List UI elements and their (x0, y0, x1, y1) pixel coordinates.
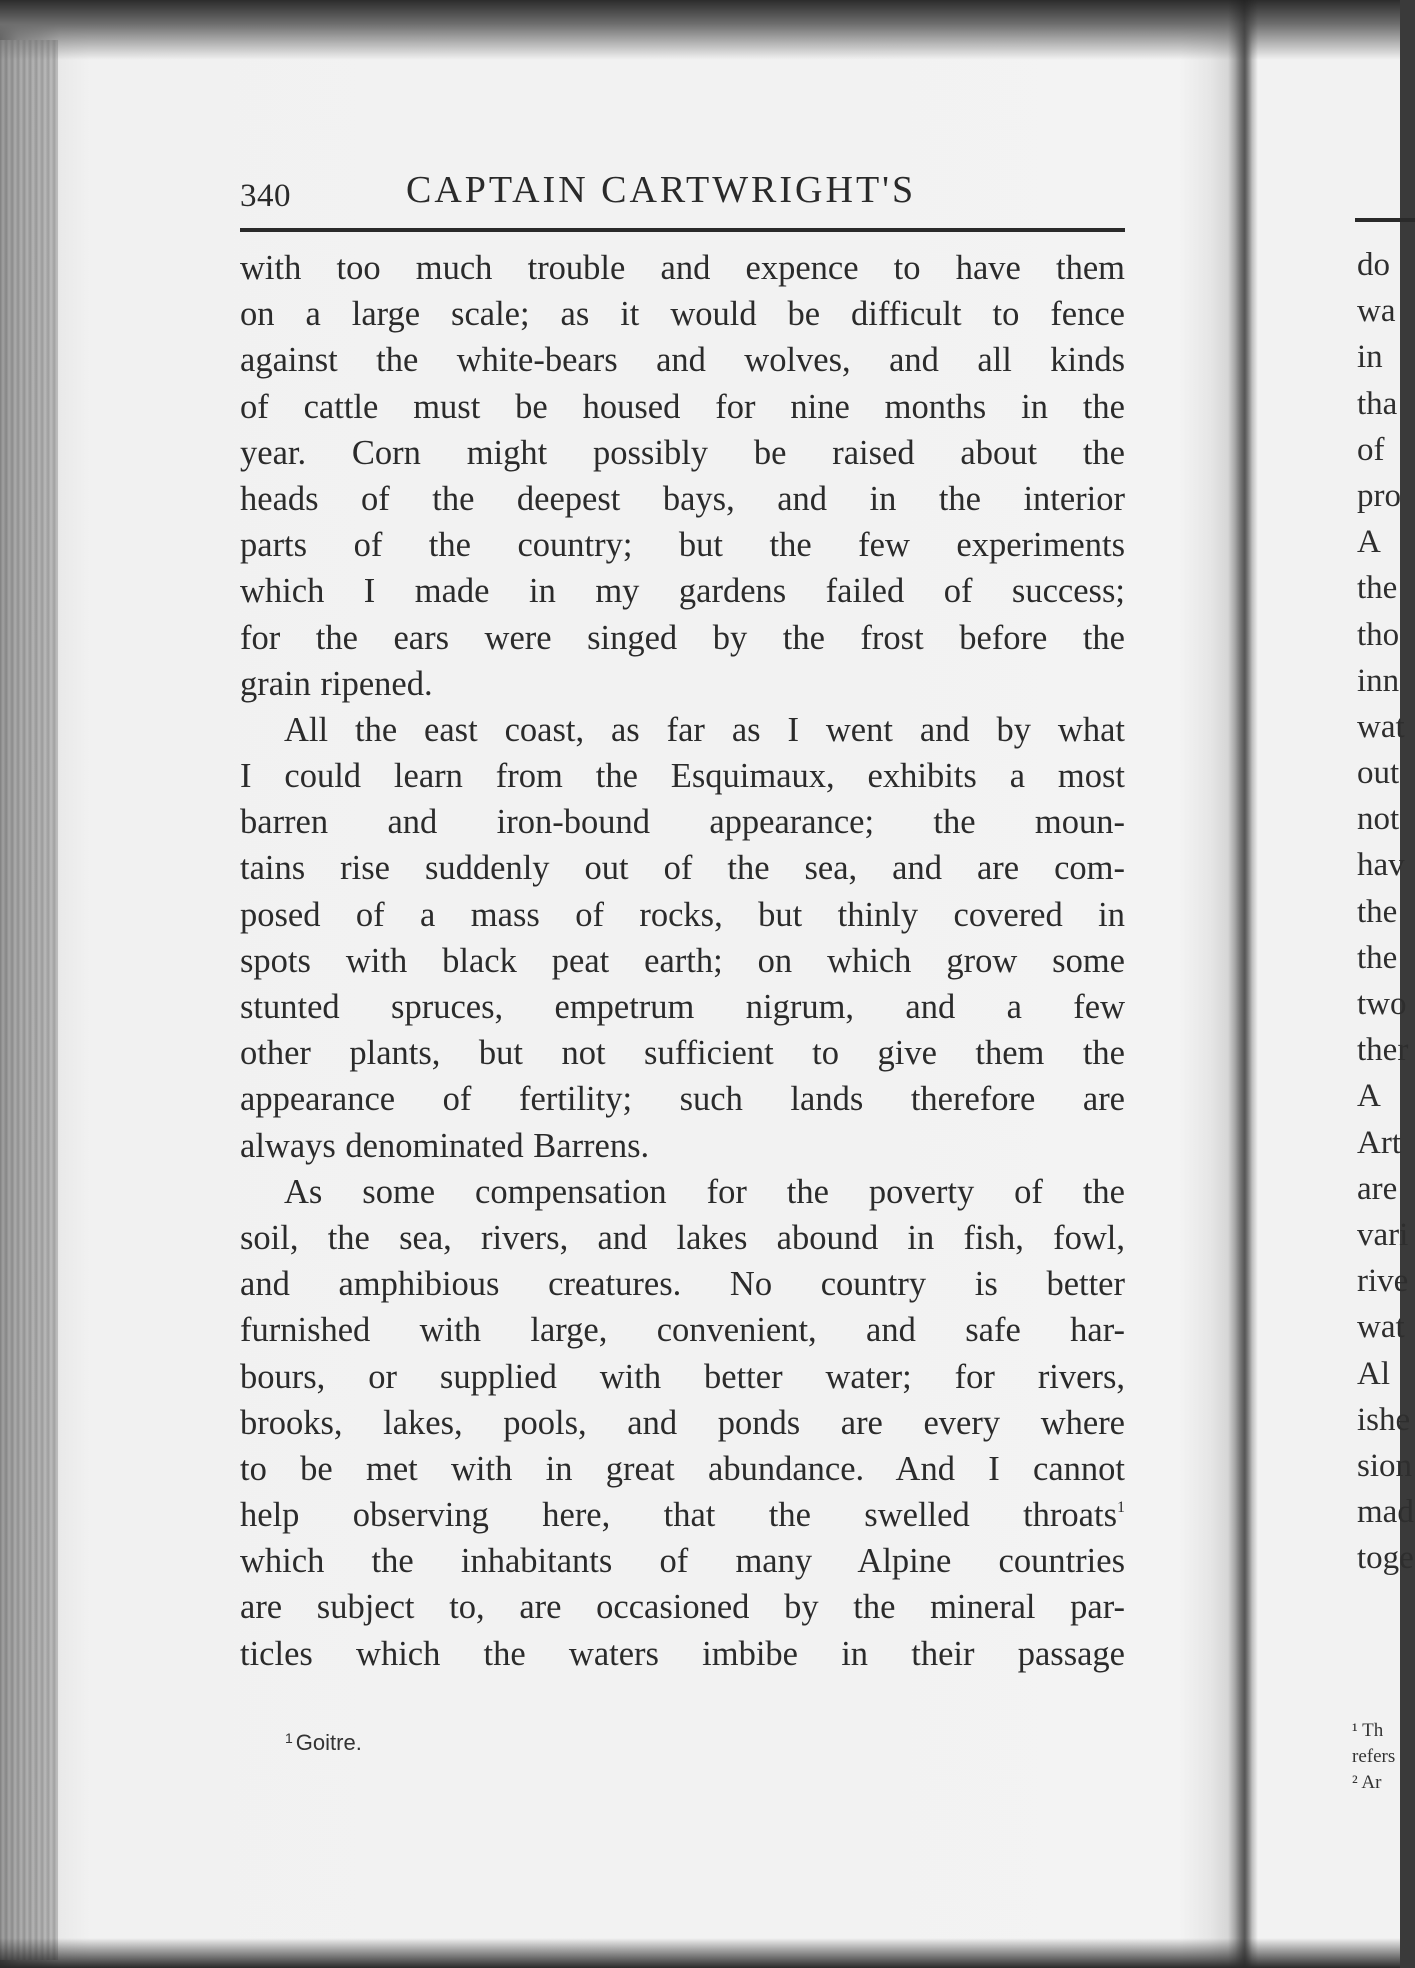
text-line: bours, or supplied with better water; for rivers, (240, 1357, 1125, 1396)
facing-line: wa (1357, 293, 1396, 330)
text-line: on a large scale; as it would be difficult to fence (240, 295, 1125, 334)
text-line: spots with black peat earth; on which grow some (240, 941, 1125, 980)
body-text (240, 245, 1125, 1677)
text-line-with-footnote-ref (240, 1492, 1125, 1538)
facing-line: sion (1357, 1447, 1413, 1484)
text-line: which the inhabitants of many Alpine countries (240, 1542, 1125, 1581)
facing-footnote: ¹ Th (1352, 1720, 1384, 1741)
facing-page-header-rule (1355, 218, 1415, 222)
text-line: stunted spruces, empetrum nigrum, and a few (240, 988, 1125, 1026)
facing-line: mad (1357, 1494, 1414, 1531)
facing-line: Art (1357, 1124, 1401, 1161)
facing-line: the (1357, 570, 1398, 607)
facing-line: the (1357, 893, 1398, 930)
facing-line: inn (1357, 662, 1400, 699)
text-line: for the ears were singed by the frost before the (240, 618, 1125, 657)
facing-footnote: refers (1352, 1746, 1396, 1767)
facing-line: do (1357, 247, 1390, 283)
text-line: year. Corn might possibly be raised about the (240, 433, 1125, 472)
facing-line: not (1357, 801, 1400, 838)
facing-line: wat (1357, 1309, 1405, 1346)
text-line: with too much trouble and expence to have them (240, 249, 1125, 287)
facing-line: wat (1357, 708, 1405, 745)
text-line: appearance of fertility; such lands therefore are (240, 1080, 1125, 1119)
facing-line: A (1357, 524, 1381, 561)
text-line: heads of the deepest bays, and in the interior (240, 479, 1125, 518)
footnote-reference: 1 (1117, 1499, 1125, 1517)
facing-page-footnotes (1352, 1718, 1395, 1796)
facing-line: rive (1357, 1263, 1409, 1300)
facing-line: out (1357, 755, 1400, 792)
text-line: I could learn from the Esquimaux, exhibits a most (240, 757, 1125, 796)
footnote (285, 1730, 362, 1756)
text-line: of cattle must be housed for nine months in the (240, 387, 1125, 426)
facing-line: of (1357, 431, 1385, 468)
facing-line: are (1357, 1170, 1398, 1207)
text-line: grain ripened. (240, 664, 433, 703)
facing-line: tho (1357, 616, 1400, 653)
text-line: As some compensation for the poverty of the (284, 1172, 1125, 1211)
facing-line: vari (1357, 1216, 1409, 1253)
facing-page-fragment (1262, 0, 1414, 1968)
footnote-mark: 1 (285, 1730, 293, 1746)
text-line: against the white-bears and wolves, and all kinds (240, 341, 1125, 380)
text-line: posed of a mass of rocks, but thinly covered in (240, 895, 1125, 934)
running-head (240, 168, 1125, 220)
text-line: barren and iron-bound appearance; the moun- (240, 803, 1125, 842)
text-line: other plants, but not sufficient to give them the (240, 1034, 1125, 1073)
facing-footnote: ² Ar (1352, 1772, 1382, 1793)
facing-line: ishe (1357, 1401, 1411, 1438)
footnote-text: Goitre. (295, 1730, 362, 1755)
text-line: ticles which the waters imbibe in their passage (240, 1634, 1125, 1673)
text-line: help observing here, that the swelled throats (240, 1496, 1117, 1535)
running-title: CAPTAIN CARTWRIGHT'S (406, 169, 917, 211)
text-line: parts of the country; but the few experiments (240, 526, 1125, 565)
text-line: furnished with large, convenient, and safe har- (240, 1311, 1125, 1350)
text-line: tains rise suddenly out of the sea, and are com- (240, 849, 1125, 888)
facing-line: Al (1357, 1355, 1390, 1392)
text-line: which I made in my gardens failed of success; (240, 572, 1125, 611)
facing-line: tha (1357, 385, 1398, 422)
facing-line: in (1357, 339, 1383, 376)
facing-line: toge (1357, 1540, 1414, 1577)
text-line: are subject to, are occasioned by the mineral par- (240, 1588, 1125, 1627)
text-line: to be met with in great abundance. And I cannot (240, 1449, 1125, 1488)
text-line: All the east coast, as far as I went and by what (284, 710, 1125, 749)
facing-line: two (1357, 986, 1407, 1022)
facing-line: hav (1357, 847, 1405, 884)
text-line: brooks, lakes, pools, and ponds are every where (240, 1403, 1125, 1442)
text-line: soil, the sea, rivers, and lakes abound in fish, fowl, (240, 1218, 1125, 1257)
page-number: 340 (240, 178, 291, 214)
facing-line: the (1357, 939, 1398, 976)
header-rule (240, 228, 1125, 232)
facing-line: ther (1357, 1032, 1409, 1069)
text-line: and amphibious creatures. No country is better (240, 1265, 1125, 1304)
facing-page-text (1357, 242, 1414, 1581)
text-line: always denominated Barrens. (240, 1126, 650, 1165)
facing-line: pro (1357, 477, 1401, 514)
facing-line: A (1357, 1078, 1381, 1115)
